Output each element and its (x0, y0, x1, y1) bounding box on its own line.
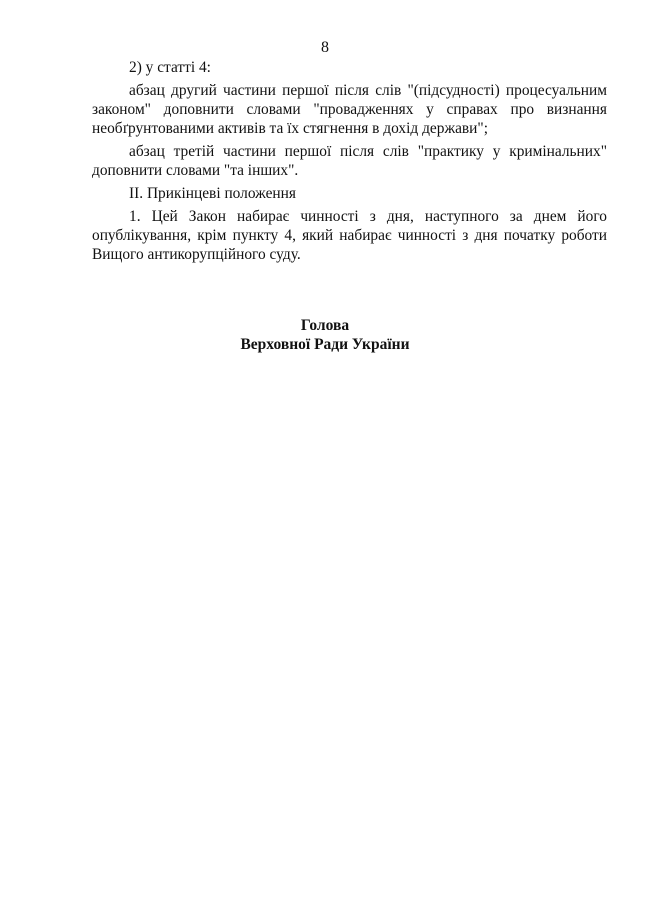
paragraph-subparagraph-3: абзац третій частини першої після слів "практику у кримінальних" доповнити словами "та інших". (92, 143, 607, 179)
paragraph-article-4-intro: 2) у статті 4: (129, 59, 211, 76)
section-heading-final-provisions: ІІ. Прикінцеві положення (129, 185, 296, 202)
signature-organization: Верховної Ради України (240, 336, 410, 353)
paragraph-subparagraph-2: абзац другий частини першої після слів "(підсудності) процесуальним законом" доповнити словами "провадженнях у справах про визнання необґрунтованими активів та їх стягнення в дохід держави"; (92, 82, 607, 137)
signature-title: Голова (300, 317, 350, 334)
paragraph-entry-into-force: 1. Цей Закон набирає чинності з дня, наступного за днем його опублікування, крім пункту 4, який набирає чинності з дня початку роботи Вищого антикорупційного суду. (92, 208, 607, 263)
document-body (92, 58, 607, 268)
signature-block (0, 316, 650, 354)
page-number: 8 (321, 39, 329, 56)
